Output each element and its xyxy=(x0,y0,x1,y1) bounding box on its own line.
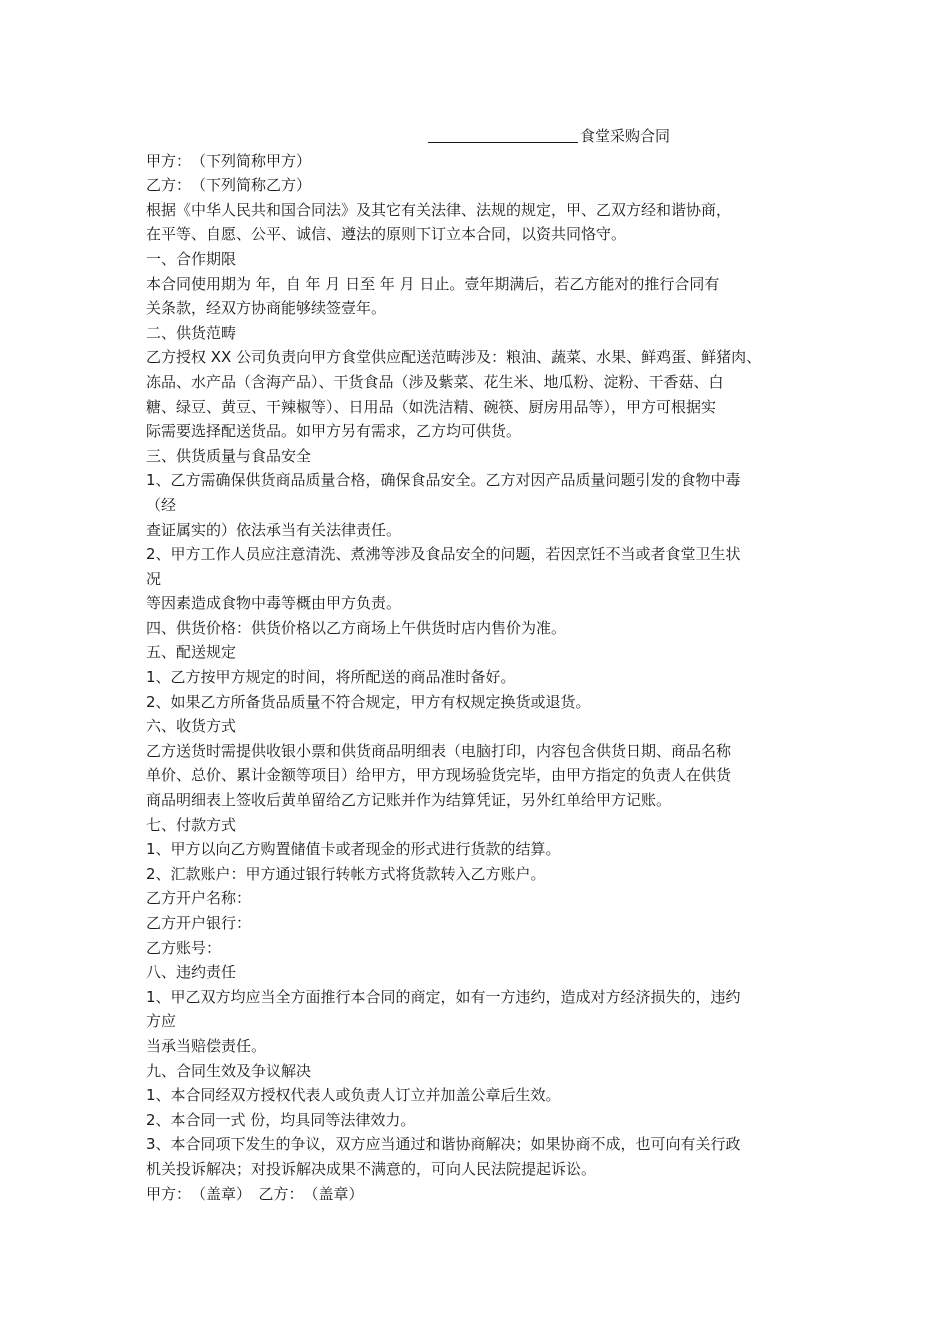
paragraph-line: 冻品、水产品（含海产品）、干货食品（涉及紫菜、花生米、地瓜粉、淀粉、干香菇、白 xyxy=(146,372,724,391)
document-body xyxy=(146,149,814,1207)
title-blank-underline xyxy=(428,126,578,143)
paragraph-line: 2、本合同一式 份，均具同等法律效力。 xyxy=(146,1110,416,1129)
paragraph-line: 商品明细表上签收后黄单留给乙方记账并作为结算凭证，另外红单给甲方记账。 xyxy=(146,791,672,810)
paragraph-line: 七、付款方式 xyxy=(146,815,237,834)
paragraph-line: 1、乙方需确保供货商品质量合格，确保食品安全。乙方对因产品质量问题引发的食物中毒 xyxy=(146,471,741,490)
paragraph-line: 本合同使用期为 年，自 年 月 日至 年 月 日止。壹年期满后，若乙方能对的推行合同有 xyxy=(146,274,720,293)
paragraph-line: 乙方开户银行： xyxy=(146,914,252,932)
paragraph-line: 九、合同生效及争议解决 xyxy=(146,1061,312,1080)
paragraph-line: 四、供货价格：供货价格以乙方商场上午供货时店内售价为准。 xyxy=(146,618,567,637)
paragraph-line: 2、甲方工作人员应注意清洗、煮沸等涉及食品安全的问题，若因烹饪不当或者食堂卫生状 xyxy=(146,545,741,564)
paragraph-line: 等因素造成食物中毒等概由甲方负责。 xyxy=(146,594,402,613)
paragraph-line: 查证属实的）依法承当有关法律责任。 xyxy=(146,520,402,539)
paragraph-line: 一、合作期限 xyxy=(146,249,237,268)
paragraph-line: 际需要选择配送货品。如甲方另有需求，乙方均可供货。 xyxy=(146,422,522,441)
paragraph-line: 甲方： （下列简称甲方） xyxy=(146,151,312,170)
paragraph-line: 糖、绿豆、黄豆、干辣椒等）、日用品（如洗洁精、碗筷、厨房用品等），甲方可根据实 xyxy=(146,397,717,416)
paragraph-line: 机关投诉解决；对投诉解决成果不满意的，可向人民法院提起诉讼。 xyxy=(146,1159,597,1178)
document-title xyxy=(146,124,814,149)
paragraph-line: 乙方： （下列简称乙方） xyxy=(146,176,312,195)
paragraph-line: 1、甲方以向乙方购置储值卡或者现金的形式进行货款的结算。 xyxy=(146,840,561,859)
paragraph-line: 二、供货范畴 xyxy=(146,323,237,342)
paragraph-line: 当承当赔偿责任。 xyxy=(146,1036,267,1055)
paragraph-line: 单价、总价、累计金额等项目）给甲方，甲方现场验货完毕，由甲方指定的负责人在供货 xyxy=(146,766,732,785)
paragraph-line: 2、如果乙方所备货品质量不符合规定，甲方有权规定换货或退货。 xyxy=(146,692,591,711)
paragraph-line: 乙方授权 XX 公司负责向甲方食堂供应配送范畴涉及：粮油、蔬菜、水果、鲜鸡蛋、鲜猪肉、 xyxy=(146,348,762,367)
paragraph-line: 五、配送规定 xyxy=(146,643,237,662)
paragraph-line: 乙方账号： xyxy=(146,938,222,957)
paragraph-line: 乙方开户名称： xyxy=(146,889,252,908)
paragraph-line: 2、汇款账户：甲方通过银行转帐方式将货款转入乙方账户。 xyxy=(146,864,546,883)
paragraph-line: 3、本合同项下发生的争议，双方应当通过和谐协商解决；如果协商不成，也可向有关行政 xyxy=(146,1135,741,1154)
paragraph-line: 1、甲乙双方均应当全方面推行本合同的商定，如有一方违约，造成对方经济损失的，违约 xyxy=(146,987,741,1006)
paragraph-line: 三、供货质量与食品安全 xyxy=(146,446,312,465)
paragraph-line: 根据《中华人民共和国合同法》及其它有关法律、法规的规定，甲、乙双方经和谐协商， xyxy=(146,200,732,219)
paragraph-line: （经 xyxy=(146,495,177,514)
title-text: 食堂采购合同 xyxy=(579,127,670,145)
paragraph-line: 八、违约责任 xyxy=(146,963,237,982)
paragraph-line: 在平等、自愿、公平、诚信、遵法的原则下订立本合同，以资共同恪守。 xyxy=(146,225,627,244)
paragraph-line: 1、乙方按甲方规定的时间，将所配送的商品准时备好。 xyxy=(146,668,516,687)
paragraph-line: 乙方送货时需提供收银小票和供货商品明细表（电脑打印，内容包含供货日期、商品名称 xyxy=(146,741,732,760)
contract-document xyxy=(146,124,814,1206)
paragraph-line: 六、收货方式 xyxy=(146,717,237,736)
paragraph-line: 关条款，经双方协商能够续签壹年。 xyxy=(146,299,387,318)
paragraph-line: 甲方： （盖章） 乙方： （盖章） xyxy=(146,1184,364,1203)
paragraph-line: 况 xyxy=(146,569,162,588)
paragraph-line: 1、本合同经双方授权代表人或负责人订立并加盖公章后生效。 xyxy=(146,1086,561,1105)
paragraph-line: 方应 xyxy=(146,1012,177,1031)
